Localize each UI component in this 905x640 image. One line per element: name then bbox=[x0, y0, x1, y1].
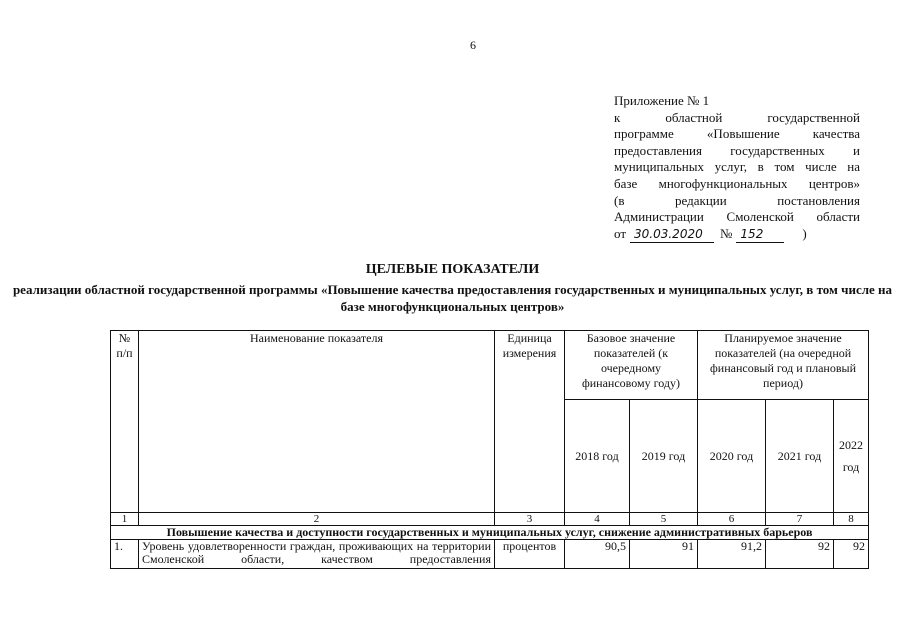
col-number: 7 bbox=[766, 513, 834, 526]
handwritten-number: 152 bbox=[736, 226, 784, 244]
col-number: 3 bbox=[495, 513, 565, 526]
document-title: ЦЕЛЕВЫЕ ПОКАЗАТЕЛИ bbox=[365, 262, 540, 277]
handwritten-date: 30.03.2020 bbox=[630, 226, 714, 244]
document-subtitle: реализации областной государственной программы «Повышение качества предоставления государственных и муниципальных услуг, в том числе на базе многофункциональных центров» bbox=[12, 282, 893, 314]
header-unit: Единица измерения bbox=[495, 331, 565, 513]
year-cell: 2020 год bbox=[698, 400, 766, 513]
row-value: 92 bbox=[834, 540, 869, 569]
row-value: 92 bbox=[766, 540, 834, 569]
header-num: № п/п bbox=[111, 331, 139, 513]
row-value: 91 bbox=[630, 540, 698, 569]
section-title: Повышение качества и доступности государственных и муниципальных услуг, снижение административных барьеров bbox=[111, 526, 869, 540]
section-row bbox=[111, 526, 869, 540]
appendix-title: Приложение № 1 bbox=[614, 93, 710, 108]
year-cell: 2022 год bbox=[834, 400, 869, 513]
year-cell: 2019 год bbox=[630, 400, 698, 513]
col-number: 4 bbox=[565, 513, 630, 526]
col-number: 6 bbox=[698, 513, 766, 526]
col-number: 1 bbox=[111, 513, 139, 526]
appendix-line: программе «Повышение качества bbox=[614, 126, 860, 142]
year-cell: 2018 год bbox=[565, 400, 630, 513]
row-num: 1. bbox=[111, 540, 139, 569]
col-number: 5 bbox=[630, 513, 698, 526]
closing-paren: ) bbox=[802, 225, 807, 241]
page-number: 6 bbox=[470, 38, 476, 52]
row-value: 90,5 bbox=[565, 540, 630, 569]
appendix-line: Администрации Смоленской области bbox=[614, 209, 860, 225]
appendix-line: к областной государственной bbox=[614, 109, 860, 125]
year-cell: 2021 год bbox=[766, 400, 834, 513]
col-number: 8 bbox=[834, 513, 869, 526]
header-name: Наименование показателя bbox=[139, 331, 495, 513]
resolution-date-line bbox=[614, 226, 860, 244]
header-row bbox=[111, 331, 869, 400]
indicators-table bbox=[110, 330, 869, 569]
appendix-line: муниципальных услуг, в том числе на bbox=[614, 159, 860, 175]
date-prefix: от bbox=[614, 225, 627, 241]
table-row bbox=[111, 540, 869, 569]
row-value: 91,2 bbox=[698, 540, 766, 569]
appendix-line: (в редакции постановления bbox=[614, 192, 860, 208]
appendix-line: базе многофункциональных центров» bbox=[614, 175, 860, 191]
row-unit: процентов bbox=[495, 540, 565, 569]
row-name: Уровень удовлетворенности граждан, проживающих на территории Смоленской области, качеством предоставления bbox=[139, 540, 495, 569]
appendix-block bbox=[614, 93, 860, 243]
col-number: 2 bbox=[139, 513, 495, 526]
header-plan: Планируемое значение показателей (на очередной финансовый год и плановый период) bbox=[698, 331, 869, 400]
header-base: Базовое значение показателей (к очередному финансовому году) bbox=[565, 331, 698, 400]
appendix-line: предоставления государственных и bbox=[614, 142, 860, 158]
column-number-row bbox=[111, 513, 869, 526]
number-prefix: № bbox=[720, 225, 733, 241]
